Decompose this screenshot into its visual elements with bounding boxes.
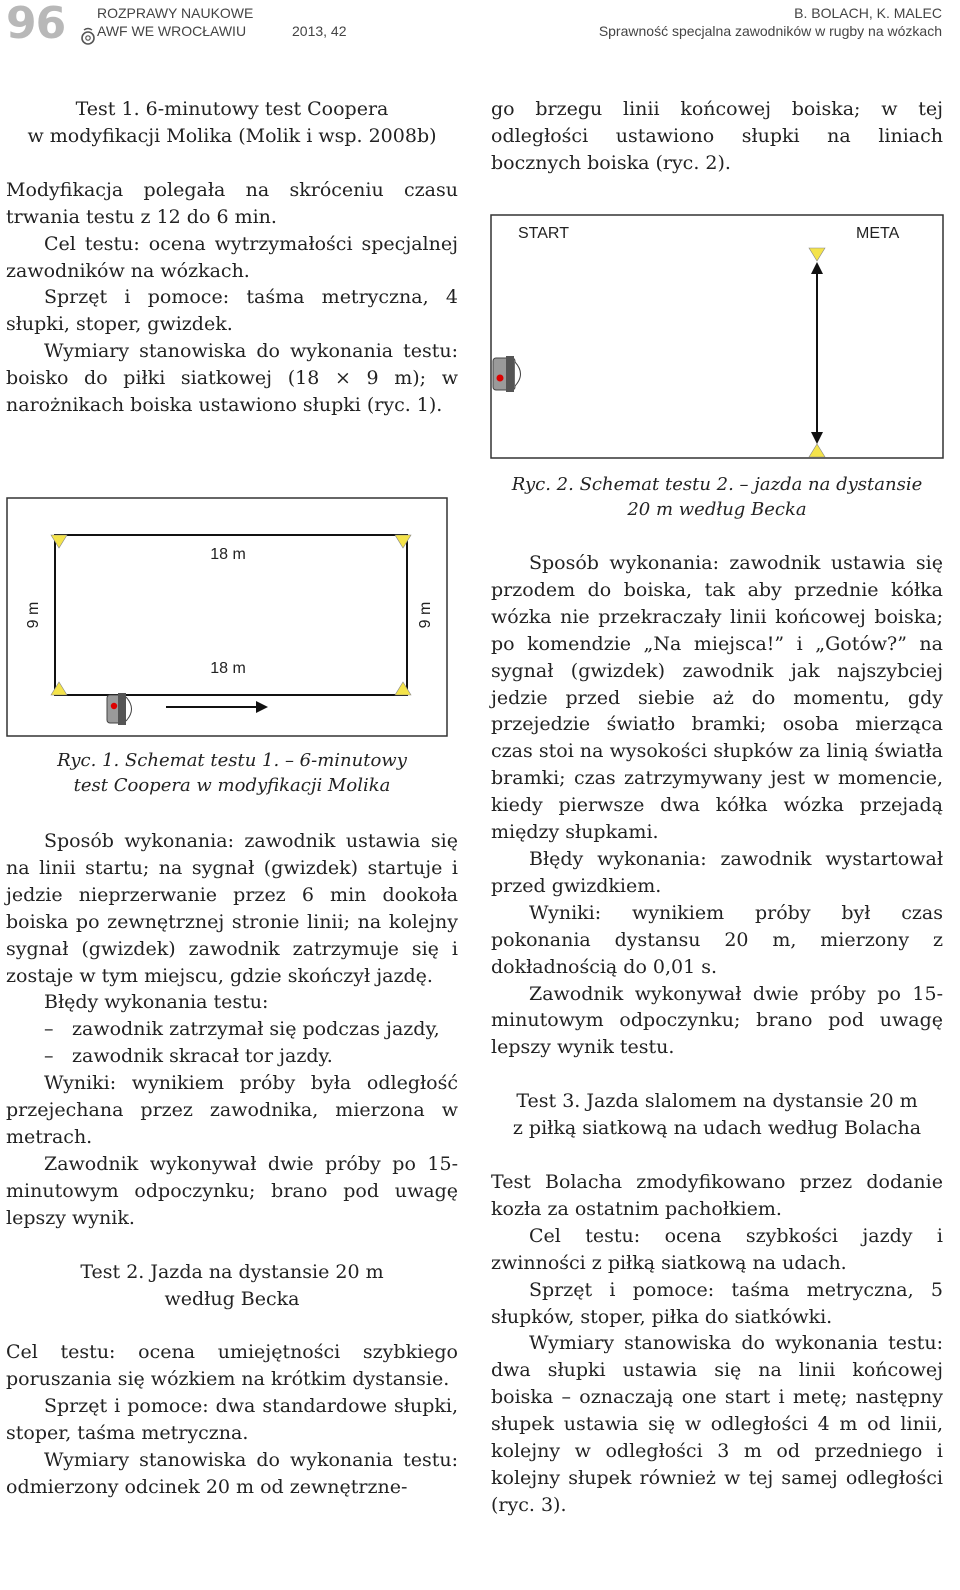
fig2-label-start: START	[518, 225, 569, 242]
journal-name-line1: ROZPRAWY NAUKOWE	[97, 5, 254, 21]
test1-dimensions: Wymiary stanowiska do wykonania testu: boisko do piłki siatkowej (18 × 9 m); w narożnikach boiska ustawiono słupki (ryc. 1).	[6, 340, 458, 417]
test2-errors: Błędy wykonania: zawodnik wystartował przed gwizdkiem.	[491, 847, 943, 897]
cone-top-left-icon	[51, 535, 67, 548]
cone-bottom-icon	[809, 444, 825, 457]
fig1-label-top: 18 m	[210, 546, 246, 563]
test2-method: Sposób wykonania: zawodnik ustawia się przodem do boiska, tak aby przednie kółka wózka nie przekraczały linii końcowej boiska; po komendzie „Na miejsca!” i „Gotów?” na sygnał (gwizdek) zawodnik jak najszybciej jedzie przed siebie aż do momentu, gdy przejedzie światło bramki; osoba mierząca czas stoi na wysokości słupków za linią światła bramki; czas zatrzymywany jest w momencie, kiedy pierwsze dwa kółka wózka przejadą między słupkami.	[491, 552, 943, 844]
journal-name-line2: AWF WE WROCŁAWIU	[97, 23, 247, 39]
fig1-label-right: 9 m	[417, 601, 434, 629]
figure-1-frame	[7, 498, 447, 736]
test2-dimensions: Wymiary stanowiska do wykonania testu: odmierzony odcinek 20 m od zewnętrzne-	[6, 1449, 458, 1498]
year-issue: 2013, 42	[292, 23, 347, 39]
figure-1-caption-line2: test Coopera w modyfikacji Molika	[73, 775, 391, 796]
test1-title-line1: Test 1. 6-minutowy test Coopera	[75, 98, 389, 120]
figure-2-caption-line1: Ryc. 2. Schemat testu 2. – jazda na dystansie	[511, 474, 923, 495]
fig1-label-bottom: 18 m	[210, 660, 246, 677]
fig2-label-meta: META	[856, 225, 900, 242]
direction-arrow-head-icon	[256, 701, 268, 713]
journal-logo-icon	[78, 26, 98, 46]
test3-goal: Cel testu: ocena szybkości jazdy i zwinności z piłką siatkową na udach.	[491, 1224, 943, 1274]
test1-results: Wyniki: wynikiem próby była odległość przejechana przez zawodnika, mierzona w metrach.	[6, 1072, 458, 1148]
left-column-bottom	[6, 748, 458, 1501]
test1-goal: Cel testu: ocena wytrzymałości specjalnej zawodników na wózkach.	[6, 232, 458, 282]
test3-dimensions: Wymiary stanowiska do wykonania testu: dwa słupki ustawia się na linii końcowej boiska – oznaczają one start i metę; następny słupek ustawia się w odległości 4 m od linii, kolejny w odległości 3 m od przedniego i kolejny słupek również w tej samej odległości (ryc. 3).	[491, 1332, 943, 1516]
figure-1-caption-line1: Ryc. 1. Schemat testu 1. – 6-minutowy	[57, 750, 407, 771]
cone-bottom-right-icon	[395, 682, 411, 695]
test1-trials: Zawodnik wykonywał dwie próby po 15-minutowym odpoczynku; brano pod uwagę lepszy wynik.	[6, 1152, 458, 1229]
test3-title-line1: Test 3. Jazda slalomem na dystansie 20 m	[516, 1090, 918, 1113]
test2-results: Wyniki: wynikiem próby był czas pokonania dystansu 20 m, mierzony z dokładnością do 0,01 s.	[491, 901, 943, 978]
arrow-down-icon	[811, 432, 823, 444]
cone-top-right-icon	[395, 535, 411, 548]
fig1-label-left: 9 m	[25, 601, 42, 629]
test3-equipment: Sprzęt i pomoce: taśma metryczna, 5 słupków, stoper, piłka do siatkówki.	[491, 1278, 943, 1328]
test3-title-line2: z piłką siatkową na udach według Bolacha	[512, 1117, 922, 1140]
page-number: 96	[6, 0, 66, 49]
test3-modification: Test Bolacha zmodyfikowano przez dodanie kozła za ostatnim pachołkiem.	[491, 1171, 943, 1220]
wheelchair-icon	[107, 693, 132, 725]
test2-goal: Cel testu: ocena umiejętności szybkiego poruszania się wózkiem na krótkim dystansie.	[6, 1341, 458, 1391]
figure-2-frame	[491, 215, 943, 458]
cone-top-icon	[809, 248, 825, 261]
cone-bottom-left-icon	[51, 682, 67, 695]
test1-equipment: Sprzęt i pomoce: taśma metryczna, 4 słupki, stoper, gwizdek.	[6, 286, 458, 336]
test2-dimensions-continued: go brzegu linii końcowej boiska; w tej odległości ustawiono słupki na liniach bocznych boiska (ryc. 2).	[491, 98, 943, 174]
test1-method: Sposób wykonania: zawodnik ustawia się na linii startu; na sygnał (gwizdek) startuje i jedzie nieprzerwanie przez 6 min dookoła boiska po zewnętrznej stronie linii; na kolejny sygnał (gwizdek) zawodnik zatrzymuje się i zostaje w tym miejscu, gdzie skończył jazdę.	[6, 830, 458, 987]
test2-trials: Zawodnik wykonywał dwie próby po 15-minutowym odpoczynku; brano pod uwagę lepszy wynik testu.	[491, 982, 943, 1059]
right-column-top	[491, 96, 943, 177]
test2-title-line2: według Becka	[164, 1287, 300, 1310]
error-list-item: – zawodnik skracał tor jazdy.	[44, 1045, 333, 1068]
test2-equipment: Sprzęt i pomoce: dwa standardowe słupki, stoper, taśma metryczna.	[6, 1395, 458, 1445]
test1-errors-title: Błędy wykonania testu:	[44, 991, 269, 1014]
authors: B. BOLACH, K. MALEC	[794, 5, 942, 21]
figure-2-diagram	[490, 214, 944, 462]
figure-2-caption-line2: 20 m według Becka	[627, 499, 807, 520]
left-column-top	[6, 96, 458, 419]
arrow-up-icon	[811, 262, 823, 274]
test1-title-line2: w modyfikacji Molika (Molik i wsp. 2008b)	[27, 124, 437, 147]
right-column-bottom	[491, 472, 943, 1519]
running-title: Sprawność specjalna zawodników w rugby na wózkach	[598, 23, 942, 39]
error-list-item: – zawodnik zatrzymał się podczas jazdy,	[44, 1018, 440, 1041]
test1-modification: Modyfikacja polegała na skróceniu czasu trwania testu z 12 do 6 min.	[6, 178, 458, 228]
wheelchair-icon	[493, 356, 521, 392]
test2-title-line1: Test 2. Jazda na dystansie 20 m	[80, 1260, 384, 1283]
figure-1-diagram	[6, 497, 448, 737]
